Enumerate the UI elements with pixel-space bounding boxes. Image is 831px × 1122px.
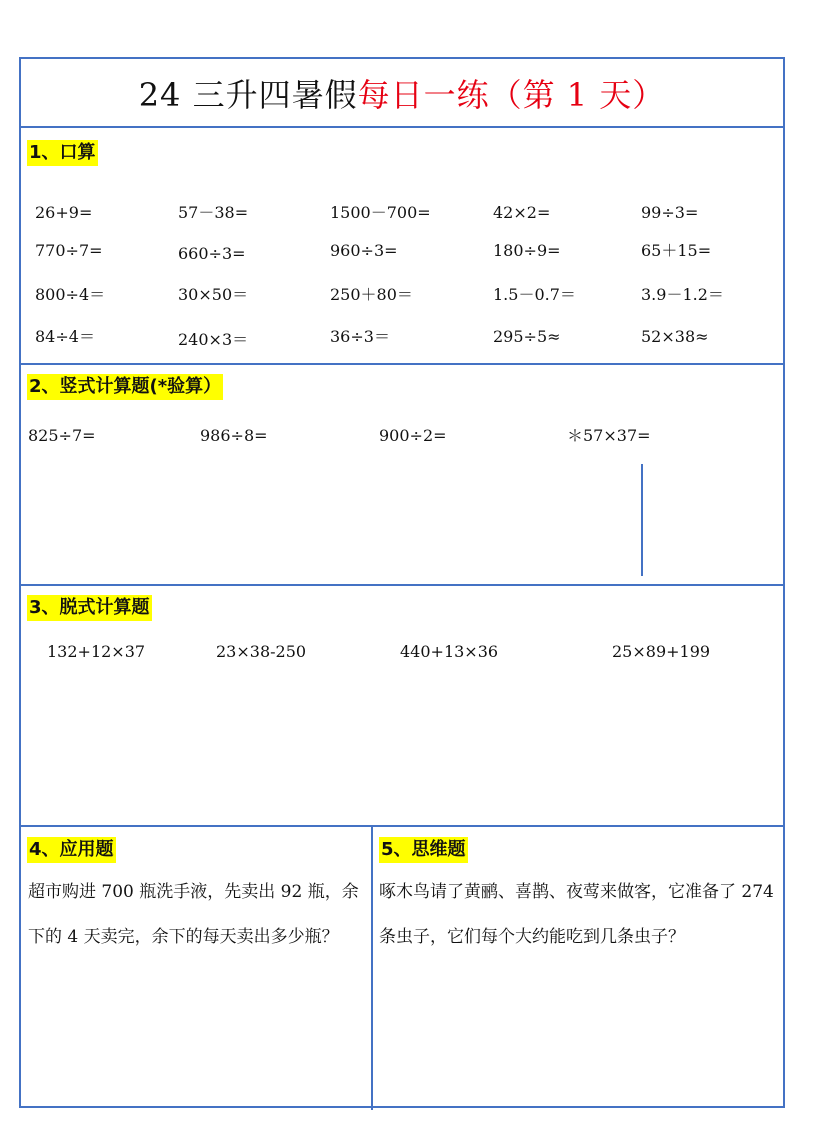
- oral-item: 800÷4＝: [35, 285, 106, 304]
- stepwise-item: 440+13×36: [400, 642, 499, 661]
- oral-item: 52×38≈: [641, 327, 709, 346]
- section-heading-applied: 4、应用题: [27, 837, 116, 863]
- column-divider: [371, 827, 373, 1110]
- vertical-divider-line: [641, 464, 643, 576]
- oral-item: 65＋15=: [641, 241, 712, 260]
- oral-item: 250＋80＝: [330, 285, 413, 304]
- worksheet: [19, 57, 785, 1108]
- oral-item: 84÷4＝: [35, 327, 95, 346]
- stepwise-item: 25×89+199: [612, 642, 711, 661]
- stepwise-item: 132+12×37: [47, 642, 146, 661]
- thinking-problem-text: 啄木鸟请了黄鹂、喜鹊、夜莺来做客，它准备了 274 条虫子，它们每个大约能吃到几条虫子？: [379, 882, 774, 947]
- oral-item: 960÷3=: [330, 241, 398, 260]
- oral-item: 1.5－0.7＝: [493, 285, 576, 304]
- oral-item: 240×3＝: [178, 330, 249, 349]
- oral-item: 660÷3=: [178, 244, 246, 263]
- section-heading-vertical: 2、竖式计算题(*验算）: [27, 374, 223, 400]
- oral-item: 1500－700=: [330, 203, 431, 222]
- oral-item: 99÷3=: [641, 203, 699, 222]
- title-row: [21, 59, 783, 128]
- vertical-item: 825÷7=: [28, 426, 96, 445]
- oral-item: 36÷3＝: [330, 327, 390, 346]
- oral-item: 42×2=: [493, 203, 551, 222]
- section-oral: [21, 128, 783, 365]
- vertical-item: 900÷2=: [379, 426, 447, 445]
- section-vertical: [21, 365, 783, 586]
- section-heading-thinking: 5、思维题: [379, 837, 468, 863]
- oral-item: 57－38=: [178, 203, 249, 222]
- stepwise-item: 23×38-250: [216, 642, 307, 661]
- oral-item: 180÷9=: [493, 241, 561, 260]
- title-part-black: 24 三升四暑假: [138, 75, 358, 114]
- section-heading-oral: 1、口算: [27, 140, 98, 166]
- section-heading-stepwise: 3、脱式计算题: [27, 595, 152, 621]
- oral-item: 3.9－1.2＝: [641, 285, 724, 304]
- vertical-item: 986÷8=: [200, 426, 268, 445]
- oral-item: 295÷5≈: [493, 327, 561, 346]
- title-part-red: 每日一练（第 1 天）: [357, 75, 666, 114]
- section-stepwise: [21, 586, 783, 827]
- oral-item: 26+9=: [35, 203, 93, 222]
- applied-problem-text: 超市购进 700 瓶洗手液，先卖出 92 瓶，余下的 4 天卖完，余下的每天卖出多少瓶？: [28, 882, 359, 947]
- section-problems: [21, 827, 783, 1110]
- vertical-item: ＊57×37=: [567, 426, 651, 445]
- oral-item: 770÷7=: [35, 241, 103, 260]
- oral-item: 30×50＝: [178, 285, 249, 304]
- page-title: [139, 70, 666, 116]
